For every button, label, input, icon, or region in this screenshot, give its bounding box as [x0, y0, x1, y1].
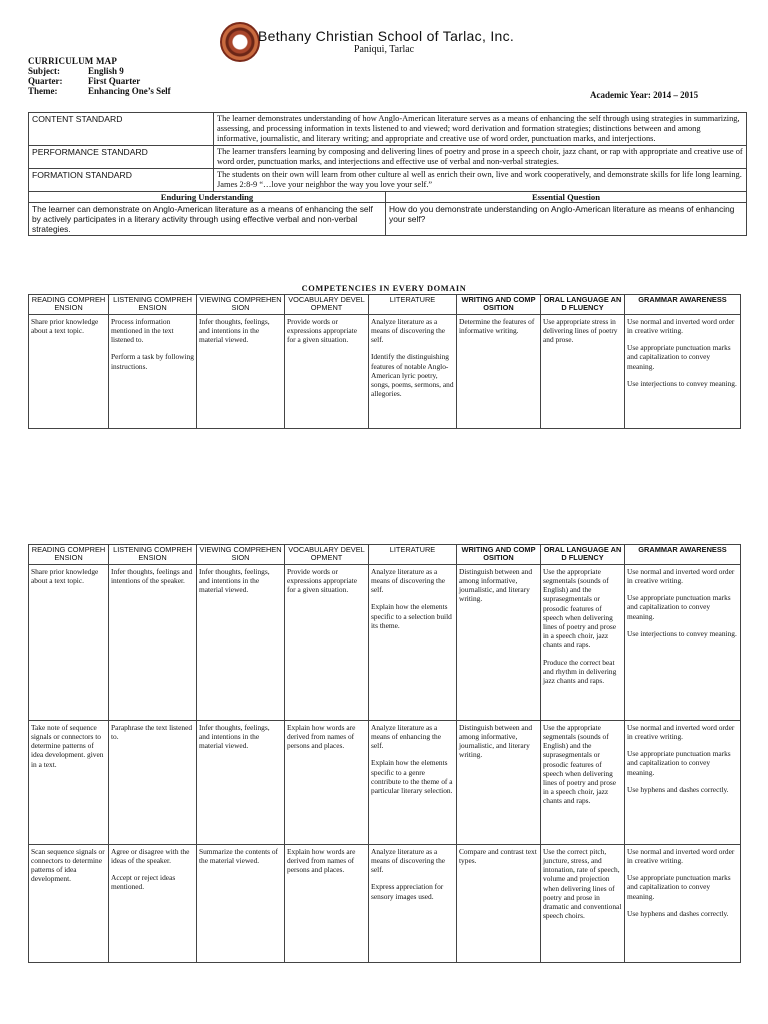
- theme-label: Theme:: [28, 86, 58, 96]
- competencies-table-1: [28, 294, 741, 429]
- viewing-competency: Summarize the contents of the material viewed.: [199, 846, 279, 866]
- col-listening-header: LISTENING COMPREHENSION: [109, 545, 197, 565]
- formation-standard-row: [29, 169, 747, 192]
- competency-row: [29, 314, 741, 428]
- cell-vocabulary: [285, 314, 369, 428]
- col-literature-header: LITERATURE: [369, 295, 457, 315]
- academic-year: Academic Year: 2014 – 2015: [590, 90, 699, 100]
- cell-oral: [541, 844, 625, 962]
- competencies-header-row: [29, 545, 741, 565]
- competency-row: [29, 844, 741, 962]
- enduring-understanding-text: The learner can demonstrate on Anglo-American literature as a means of enhancing the self by actively participates in a literary activity through using effective verbal and non-verbal strategies.: [29, 203, 386, 236]
- subject-value: English 9: [88, 66, 124, 76]
- cell-literature: [369, 564, 457, 720]
- reading-competency: Take note of sequence signals or connectors to determine patterns of idea development. given in a text.: [31, 722, 104, 769]
- competency-row: [29, 564, 741, 720]
- cell-writing: [457, 564, 541, 720]
- viewing-competency: Infer thoughts, feelings, and intentions in the material viewed.: [199, 316, 270, 345]
- enduring-understanding-header: Enduring Understanding: [29, 192, 386, 203]
- cell-literature: [369, 720, 457, 844]
- essential-question-text: How do you demonstrate understanding on Anglo-American literature as means of enhancing your self?: [386, 203, 747, 236]
- col-oral-header: ORAL LANGUAGE AND FLUENCY: [541, 295, 625, 315]
- standards-table: [28, 112, 747, 236]
- doc-title: CURRICULUM MAP: [28, 56, 118, 66]
- grammar-competency: Use normal and inverted word order in creative writing.: [627, 566, 735, 586]
- col-listening-header: LISTENING COMPREHENSION: [109, 295, 197, 315]
- cell-grammar: [625, 844, 741, 962]
- quarter-label: Quarter:: [28, 76, 63, 86]
- cell-literature: [369, 844, 457, 962]
- school-name: Bethany Christian School of Tarlac, Inc.: [258, 28, 515, 44]
- cell-listening: [109, 564, 197, 720]
- competencies-table-2: [28, 544, 741, 963]
- cell-grammar: [625, 564, 741, 720]
- col-grammar-header: GRAMMAR AWARENESS: [625, 545, 741, 565]
- grammar-competency: Use normal and inverted word order in creative writing.: [627, 722, 735, 742]
- oral-competency: Use appropriate stress in delivering lines of poetry and prose.: [543, 316, 618, 345]
- literature-competency: Explain how the elements specific to a selection build its theme.: [371, 602, 452, 630]
- reading-competency: Share prior knowledge about a text topic.: [31, 566, 99, 586]
- viewing-competency: Infer thoughts, feelings, and intentions in the material viewed.: [199, 722, 270, 751]
- writing-competency: Compare and contrast text types.: [459, 846, 537, 866]
- col-literature-header: LITERATURE: [369, 545, 457, 565]
- listening-competency: Perform a task by following instructions.: [111, 352, 194, 371]
- competencies-title: COMPETENCIES IN EVERY DOMAIN: [301, 284, 467, 293]
- content-standard-row: [29, 113, 747, 146]
- col-oral-header: ORAL LANGUAGE AND FLUENCY: [541, 545, 625, 565]
- reading-competency: Share prior knowledge about a text topic.: [31, 316, 99, 336]
- curriculum-meta: [28, 56, 171, 96]
- understanding-row: [29, 203, 747, 236]
- quarter-value: First Quarter: [88, 76, 141, 86]
- literature-competency: Analyze literature as a means of discovering the self.: [371, 846, 446, 875]
- literature-competency: Analyze literature as a means of enhancing the self.: [371, 722, 441, 751]
- listening-competency: Agree or disagree with the ideas of the speaker.: [111, 846, 190, 866]
- document-header: [0, 0, 768, 112]
- col-writing-header: WRITING AND COMPOSITION: [457, 545, 541, 565]
- cell-reading: [29, 844, 109, 962]
- col-reading-header: READING COMPREHENSION: [29, 545, 109, 565]
- col-reading-header: READING COMPREHENSION: [29, 295, 109, 315]
- reading-competency: Scan sequence signals or connectors to determine patterns of idea development.: [31, 846, 105, 884]
- competency-row: [29, 720, 741, 844]
- oral-competency: Use the appropriate segmentals (sounds of English) and the suprasegmentals or prosodic features of speech when delivering lines of poetry and prose in a speech choir, jazz chants and raps.: [543, 566, 617, 650]
- essential-question-header: Essential Question: [386, 192, 747, 203]
- cell-oral: [541, 314, 625, 428]
- literature-competency: Express appreciation for sensory images used.: [371, 882, 444, 901]
- cell-vocabulary: [285, 564, 369, 720]
- oral-competency: Produce the correct beat and rhythm in delivering jazz chants and raps.: [543, 657, 617, 686]
- cell-viewing: [197, 720, 285, 844]
- grammar-competency: Use appropriate punctuation marks and capitalization to convey meaning.: [627, 343, 731, 371]
- listening-competency: Accept or reject ideas mentioned.: [111, 873, 176, 892]
- oral-competency: Use the correct pitch, juncture, stress, and intonation, rate of speech, volume and projection when delivering lines of poetry and prose in dramatic and conventional speech choirs.: [543, 846, 622, 921]
- vocabulary-competency: Explain how words are derived from names of persons and places.: [287, 722, 356, 751]
- school-seal-icon: [220, 22, 260, 62]
- grammar-competency: Use appropriate punctuation marks and capitalization to convey meaning.: [627, 749, 731, 777]
- cell-reading: [29, 314, 109, 428]
- cell-viewing: [197, 844, 285, 962]
- grammar-competency: Use normal and inverted word order in creative writing.: [627, 846, 735, 866]
- literature-competency: Analyze literature as a means of discovering the self.: [371, 316, 446, 345]
- formation-standard-label: FORMATION STANDARD: [29, 169, 214, 192]
- oral-competency: Use the appropriate segmentals (sounds of English) and the suprasegmentals or prosodic features of speech when delivering lines of poetry and prose in a speech choir, jazz chants and raps.: [543, 722, 617, 806]
- cell-vocabulary: [285, 720, 369, 844]
- vocabulary-competency: Provide words or expressions appropriate for a given situation.: [287, 566, 357, 595]
- cell-grammar: [625, 314, 741, 428]
- col-writing-header: WRITING AND COMPOSITION: [457, 295, 541, 315]
- grammar-competency: Use hyphens and dashes correctly.: [627, 784, 729, 794]
- writing-competency: Distinguish between and among informative, journalistic, and literary writing.: [459, 722, 533, 760]
- grammar-competency: Use appropriate punctuation marks and capitalization to convey meaning.: [627, 873, 731, 901]
- grammar-competency: Use interjections to convey meaning.: [627, 628, 737, 638]
- cell-viewing: [197, 564, 285, 720]
- col-vocabulary-header: VOCABULARY DEVELOPMENT: [285, 295, 369, 315]
- subject-row: [28, 66, 171, 76]
- cell-listening: [109, 844, 197, 962]
- cell-listening: [109, 720, 197, 844]
- grammar-competency: Use hyphens and dashes correctly.: [627, 908, 729, 918]
- literature-competency: Analyze literature as a means of discovering the self.: [371, 566, 446, 595]
- literature-competency: Identify the distinguishing features of notable Anglo-American lyric poetry, songs, poems, sermons, and allegories.: [371, 352, 454, 399]
- writing-competency: Distinguish between and among informative, journalistic, and literary writing.: [459, 566, 533, 604]
- cell-writing: [457, 844, 541, 962]
- grammar-competency: Use appropriate punctuation marks and capitalization to convey meaning.: [627, 593, 731, 621]
- theme-value: Enhancing One’s Self: [88, 86, 171, 96]
- listening-competency: Process information mentioned in the text listened to.: [111, 316, 174, 345]
- content-standard-label: CONTENT STANDARD: [29, 113, 214, 146]
- quarter-row: [28, 76, 171, 86]
- grammar-competency: Use normal and inverted word order in creative writing.: [627, 316, 735, 336]
- grammar-competency: Use interjections to convey meaning.: [627, 378, 737, 388]
- school-location: Paniqui, Tarlac: [353, 44, 415, 55]
- cell-listening: [109, 314, 197, 428]
- cell-reading: [29, 564, 109, 720]
- vocabulary-competency: Explain how words are derived from names of persons and places.: [287, 846, 356, 875]
- cell-viewing: [197, 314, 285, 428]
- performance-standard-label: PERFORMANCE STANDARD: [29, 146, 214, 169]
- performance-standard-text: The learner transfers learning by composing and delivering lines of poetry and prose in a speech choir, jazz chant, or rap with appropriate and creative use of word order, punctuation marks, and interjections and effective use of verbal and non-verbal strategies.: [214, 146, 747, 169]
- listening-competency: Paraphrase the text listened to.: [111, 722, 193, 742]
- literature-competency: Explain how the elements specific to a genre contribute to the theme of a particular literary selection.: [371, 758, 453, 796]
- competencies-header-row: [29, 295, 741, 315]
- cell-oral: [541, 564, 625, 720]
- performance-standard-row: [29, 146, 747, 169]
- writing-competency: Determine the features of informative writing.: [459, 316, 535, 336]
- cell-vocabulary: [285, 844, 369, 962]
- formation-standard-text: The students on their own will learn from other culture al well as enrich their own, live and work cooperatively, and demonstrate skills for life long learning. James 2:8-9 “…love your neighbor the way you love your self.”: [214, 169, 747, 192]
- viewing-competency: Infer thoughts, feelings, and intentions in the material viewed.: [199, 566, 270, 595]
- col-grammar-header: GRAMMAR AWARENESS: [625, 295, 741, 315]
- vocabulary-competency: Provide words or expressions appropriate for a given situation.: [287, 316, 357, 345]
- col-viewing-header: VIEWING COMPREHENSION: [197, 295, 285, 315]
- understanding-header-row: [29, 192, 747, 203]
- subject-label: Subject:: [28, 66, 60, 76]
- col-vocabulary-header: VOCABULARY DEVELOPMENT: [285, 545, 369, 565]
- cell-writing: [457, 720, 541, 844]
- cell-writing: [457, 314, 541, 428]
- cell-oral: [541, 720, 625, 844]
- col-viewing-header: VIEWING COMPREHENSION: [197, 545, 285, 565]
- listening-competency: Infer thoughts, feelings and intentions of the speaker.: [111, 566, 193, 586]
- cell-grammar: [625, 720, 741, 844]
- cell-literature: [369, 314, 457, 428]
- cell-reading: [29, 720, 109, 844]
- content-standard-text: The learner demonstrates understanding of how Anglo-American literature serves as a means of enhancing the self through using strategies in summarizing, assessing, and processing information in texts listened to and viewed; word derivation and formation strategies; distinctions between and among informative, journalistic, and literary writing; and appropriate and creative use of word order, punctuation marks, and interjections.: [214, 113, 747, 146]
- theme-row: [28, 86, 171, 96]
